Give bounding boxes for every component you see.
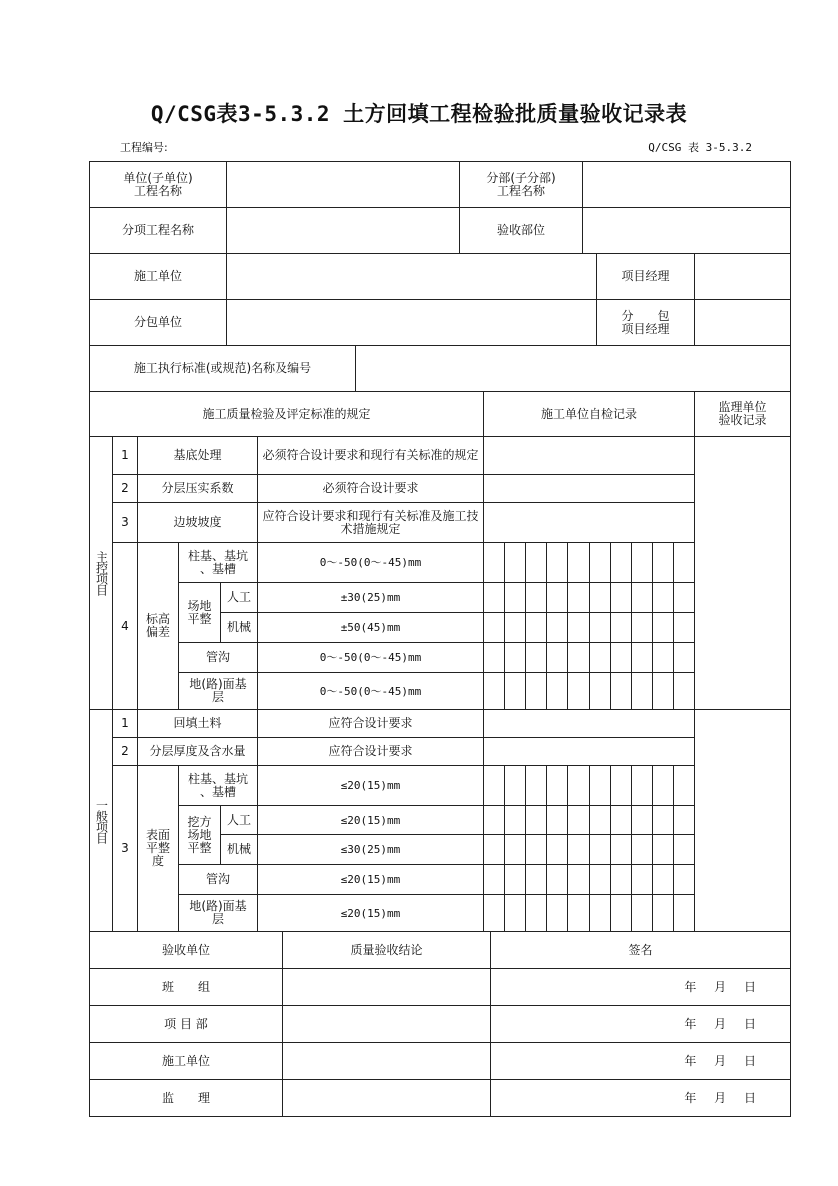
field-subcontract-unit[interactable] (226, 299, 597, 346)
general-check-cell[interactable] (589, 864, 611, 895)
general-check-cell[interactable] (504, 834, 526, 865)
general-check-cell[interactable] (610, 834, 632, 865)
general-check-cell[interactable] (567, 805, 590, 835)
main-control-sub-requirement-text: 0～-50(0～-45)mm (319, 684, 422, 698)
main-control-check-cell[interactable] (673, 612, 695, 643)
signoff-header-unit (89, 931, 283, 969)
form-title: Q/CSG表3-5.3.2 土方回填工程检验批质量验收记录表 (150, 102, 688, 126)
main-control-check-cell[interactable] (631, 542, 653, 583)
label-construction-unit-text: 施工单位 (133, 269, 182, 283)
main-control-check-cell[interactable] (673, 642, 695, 673)
main-control-self-check-record[interactable] (483, 474, 695, 503)
general-sub-requirement (257, 834, 484, 865)
main-control-check-cell[interactable] (504, 542, 526, 583)
general-check-cell[interactable] (546, 894, 568, 932)
label-standard (89, 345, 356, 392)
general-check-cell[interactable] (525, 805, 547, 835)
signoff-unit (89, 1005, 283, 1043)
main-control-check-cell[interactable] (483, 542, 505, 583)
field-unit-project[interactable] (226, 161, 460, 208)
general-sub-requirement-text: ≤20(15)mm (340, 873, 401, 886)
general-item-name-text: 分层厚度及含水量 (149, 744, 246, 758)
main-control-check-cell[interactable] (567, 642, 590, 673)
signoff-header-conclusion (282, 931, 491, 969)
general-category-label-text: 一般项目 (94, 798, 109, 843)
general-supervision-record[interactable] (694, 709, 791, 932)
main-control-check-cell[interactable] (483, 582, 505, 613)
main-control-check-cell[interactable] (610, 542, 632, 583)
main-control-sub-requirement (257, 672, 484, 710)
main-control-item-name-text: 基底处理 (173, 448, 222, 462)
general-item-requirement (257, 709, 484, 738)
signoff-signature-field[interactable] (490, 1005, 791, 1043)
main-control-check-cell[interactable] (673, 582, 695, 613)
main-control-check-cell[interactable] (652, 642, 674, 673)
general-check-cell[interactable] (483, 765, 505, 806)
general-sub-item-text: 人工 (226, 812, 251, 827)
general-check-cell[interactable] (652, 864, 674, 895)
general-sub-requirement (257, 765, 484, 806)
general-check-cell[interactable] (546, 834, 568, 865)
signoff-unit (89, 1079, 283, 1117)
general-check-cell[interactable] (504, 894, 526, 932)
field-acceptance-part[interactable] (582, 207, 791, 254)
main-control-check-cell[interactable] (483, 672, 505, 710)
main-control-item-requirement (257, 436, 484, 475)
general-check-cell[interactable] (525, 864, 547, 895)
main-control-check-cell[interactable] (589, 612, 611, 643)
main-control-check-cell[interactable] (525, 542, 547, 583)
general-check-cell[interactable] (483, 805, 505, 835)
main-control-item-requirement (257, 474, 484, 503)
signoff-unit-text: 班 组 (161, 979, 210, 994)
general-sub-item-text: 地(路)面基 层 (189, 899, 247, 926)
main-control-check-cell[interactable] (504, 612, 526, 643)
label-construction-unit (89, 253, 227, 300)
general-sub-requirement-text: ≤20(15)mm (340, 813, 401, 827)
general-check-cell[interactable] (567, 864, 590, 895)
main-control-check-cell[interactable] (631, 582, 653, 613)
general-check-cell[interactable] (567, 894, 590, 932)
main-control-item-requirement-text: 必须符合设计要求和现行有关标准的规定 (262, 448, 479, 462)
signoff-signature-field-text: 年 月 日 (684, 1090, 756, 1105)
main-control-check-cell[interactable] (652, 582, 674, 613)
field-sub-project[interactable] (582, 161, 791, 208)
general-check-cell[interactable] (483, 834, 505, 865)
main-control-self-check-record[interactable] (483, 502, 695, 543)
general-check-cell[interactable] (504, 864, 526, 895)
signoff-signature-field[interactable] (490, 968, 791, 1006)
signoff-conclusion-field[interactable] (282, 968, 491, 1006)
main-control-check-cell[interactable] (673, 542, 695, 583)
general-check-cell[interactable] (631, 765, 653, 806)
general-sub-requirement (257, 894, 484, 932)
main-control-check-cell[interactable] (652, 672, 674, 710)
main-control-item-no (112, 542, 138, 710)
main-control-check-cell[interactable] (546, 582, 568, 613)
main-control-item-name-text: 标高 偏差 (145, 612, 170, 639)
main-control-check-cell[interactable] (610, 642, 632, 673)
general-sub-item (178, 864, 258, 895)
general-item-no (112, 709, 138, 738)
main-control-check-cell[interactable] (567, 542, 590, 583)
general-check-cell[interactable] (504, 765, 526, 806)
signoff-header-conclusion-text: 质量验收结论 (350, 942, 423, 957)
general-check-cell[interactable] (483, 864, 505, 895)
form-code: Q/CSG 表 3-5.3.2 (648, 141, 752, 154)
signoff-signature-field-text: 年 月 日 (684, 979, 756, 994)
general-check-cell[interactable] (631, 864, 653, 895)
main-control-sub-item (178, 672, 258, 710)
project-number-label: 工程编号: (120, 141, 168, 154)
main-control-item-name (137, 474, 258, 503)
general-item-requirement-text: 应符合设计要求 (328, 744, 413, 758)
main-control-sub-requirement (257, 582, 484, 613)
main-control-check-cell[interactable] (631, 672, 653, 710)
main-control-item-no (112, 502, 138, 543)
main-control-check-cell[interactable] (631, 612, 653, 643)
general-check-cell[interactable] (673, 894, 695, 932)
main-control-check-cell[interactable] (525, 582, 547, 613)
signoff-signature-field-text: 年 月 日 (684, 1016, 756, 1031)
general-check-cell[interactable] (673, 834, 695, 865)
general-subgroup-text: 挖方 场地 平整 (187, 814, 212, 855)
field-standard[interactable] (355, 345, 791, 392)
main-control-check-cell[interactable] (567, 612, 590, 643)
main-control-item-name (137, 502, 258, 543)
general-item-no-text: 3 (121, 841, 129, 855)
general-check-cell[interactable] (525, 765, 547, 806)
general-item-no (112, 765, 138, 932)
signoff-header-signature (490, 931, 791, 969)
general-sub-item (178, 894, 258, 932)
main-control-sub-item (220, 582, 258, 613)
general-self-check-record[interactable] (483, 709, 695, 738)
general-check-cell[interactable] (652, 765, 674, 806)
general-item-name (137, 737, 258, 766)
main-control-check-cell[interactable] (589, 642, 611, 673)
general-check-cell[interactable] (589, 834, 611, 865)
column-supervision-text: 监理单位 验收记录 (718, 400, 767, 427)
general-sub-requirement-text: ≤20(15)mm (340, 906, 401, 920)
general-sub-item (220, 834, 258, 865)
main-control-sub-item-text: 地(路)面基 层 (189, 677, 247, 704)
signoff-unit (89, 1042, 283, 1080)
general-check-cell[interactable] (546, 864, 568, 895)
label-sub-project-text: 分部(子分部) 工程名称 (486, 170, 556, 198)
signoff-unit-text: 监 理 (161, 1090, 210, 1105)
label-item-project (89, 207, 227, 254)
main-control-supervision-record[interactable] (694, 436, 791, 710)
main-control-check-cell[interactable] (673, 672, 695, 710)
general-item-no (112, 737, 138, 766)
main-control-check-cell[interactable] (525, 642, 547, 673)
signoff-conclusion-field[interactable] (282, 1042, 491, 1080)
label-item-project-text: 分项工程名称 (121, 223, 194, 237)
signoff-conclusion-field[interactable] (282, 1005, 491, 1043)
general-sub-item-text: 机械 (226, 842, 251, 856)
main-control-item-no-text: 1 (121, 448, 129, 462)
main-control-check-cell[interactable] (525, 612, 547, 643)
main-control-check-cell[interactable] (610, 612, 632, 643)
main-control-sub-item (178, 642, 258, 673)
signoff-conclusion-field[interactable] (282, 1079, 491, 1117)
main-control-check-cell[interactable] (610, 582, 632, 613)
main-control-check-cell[interactable] (631, 642, 653, 673)
general-check-cell[interactable] (652, 894, 674, 932)
general-sub-requirement-text: ≤20(15)mm (340, 779, 401, 792)
main-control-check-cell[interactable] (567, 582, 590, 613)
label-unit-project (89, 161, 227, 208)
main-control-sub-requirement-text: ±30(25)mm (340, 591, 401, 604)
main-control-sub-requirement (257, 542, 484, 583)
general-check-cell[interactable] (673, 765, 695, 806)
label-unit-project-text: 单位(子单位) 工程名称 (123, 170, 193, 198)
general-check-cell[interactable] (525, 834, 547, 865)
main-control-sub-item (178, 542, 258, 583)
label-sub-project (459, 161, 583, 208)
signoff-signature-field[interactable] (490, 1079, 791, 1117)
main-control-check-cell[interactable] (504, 582, 526, 613)
main-control-item-name (137, 436, 258, 475)
general-check-cell[interactable] (525, 894, 547, 932)
column-supervision (694, 391, 791, 437)
general-check-cell[interactable] (546, 805, 568, 835)
general-item-name (137, 765, 179, 932)
general-check-cell[interactable] (546, 765, 568, 806)
main-control-item-requirement (257, 502, 484, 543)
main-control-sub-requirement-text: ±50(45)mm (340, 621, 401, 634)
main-control-item-no (112, 436, 138, 475)
column-self-check (483, 391, 695, 437)
general-check-cell[interactable] (652, 834, 674, 865)
main-control-check-cell[interactable] (546, 542, 568, 583)
main-control-check-cell[interactable] (652, 612, 674, 643)
main-control-item-no-text: 3 (121, 515, 129, 529)
main-control-check-cell[interactable] (610, 672, 632, 710)
general-item-requirement (257, 737, 484, 766)
main-control-item-requirement-text: 应符合设计要求和现行有关标准及施工技术措施规定 (262, 508, 479, 536)
general-check-cell[interactable] (631, 805, 653, 835)
general-check-cell[interactable] (589, 805, 611, 835)
column-spec-text: 施工质量检验及评定标准的规定 (202, 406, 371, 421)
general-sub-requirement-text: ≤30(25)mm (340, 843, 401, 856)
main-control-check-cell[interactable] (546, 642, 568, 673)
main-control-item-name-text: 边坡坡度 (173, 515, 222, 529)
general-check-cell[interactable] (610, 894, 632, 932)
signoff-unit-text: 施工单位 (161, 1053, 210, 1068)
main-control-check-cell[interactable] (567, 672, 590, 710)
main-control-sub-item-text: 人工 (226, 590, 251, 604)
main-control-check-cell[interactable] (525, 672, 547, 710)
main-control-sub-requirement (257, 612, 484, 643)
main-control-item-requirement-text: 必须符合设计要求 (322, 481, 419, 495)
general-check-cell[interactable] (631, 894, 653, 932)
main-control-sub-item-text: 柱基、基坑 、基槽 (187, 548, 248, 576)
general-check-cell[interactable] (610, 864, 632, 895)
field-construction-unit[interactable] (226, 253, 597, 300)
general-check-cell[interactable] (504, 805, 526, 835)
main-control-check-cell[interactable] (483, 612, 505, 643)
label-subcontract-unit-text: 分包单位 (133, 315, 182, 329)
label-project-manager (596, 253, 695, 300)
field-subcontract-manager[interactable] (694, 299, 791, 346)
main-control-item-no-text: 2 (121, 481, 129, 495)
main-control-item-no-text: 4 (121, 618, 129, 633)
general-subgroup (178, 805, 221, 865)
signoff-header-unit-text: 验收单位 (161, 942, 210, 957)
main-control-self-check-record[interactable] (483, 436, 695, 475)
label-subcontract-manager-text: 分 包 项目经理 (621, 308, 670, 336)
general-category-label (89, 709, 113, 932)
general-check-cell[interactable] (567, 834, 590, 865)
main-control-subgroup (178, 582, 221, 643)
main-control-item-no (112, 474, 138, 503)
general-sub-item-text: 管沟 (205, 872, 230, 886)
label-standard-text: 施工执行标准(或规范)名称及编号 (133, 361, 312, 375)
main-control-check-cell[interactable] (546, 612, 568, 643)
general-check-cell[interactable] (610, 765, 632, 806)
field-item-project[interactable] (226, 207, 460, 254)
general-check-cell[interactable] (673, 864, 695, 895)
signoff-header-signature-text: 签名 (628, 942, 653, 957)
main-control-category-label (89, 436, 113, 710)
general-item-requirement-text: 应符合设计要求 (328, 716, 413, 730)
field-project-manager[interactable] (694, 253, 791, 300)
main-control-sub-item-text: 管沟 (205, 650, 230, 664)
general-check-cell[interactable] (610, 805, 632, 835)
label-acceptance-part (459, 207, 583, 254)
main-control-sub-item-text: 机械 (226, 620, 251, 634)
general-check-cell[interactable] (631, 834, 653, 865)
main-control-item-name (137, 542, 179, 710)
label-acceptance-part-text: 验收部位 (496, 223, 545, 237)
general-item-no-text: 1 (121, 716, 129, 730)
main-control-sub-item (220, 612, 258, 643)
main-control-check-cell[interactable] (504, 672, 526, 710)
label-subcontract-unit (89, 299, 227, 346)
main-control-item-name-text: 分层压实系数 (161, 481, 234, 495)
general-check-cell[interactable] (483, 894, 505, 932)
general-sub-item (178, 765, 258, 806)
main-control-sub-requirement-text: 0～-50(0～-45)mm (319, 651, 422, 664)
general-check-cell[interactable] (673, 805, 695, 835)
general-item-no-text: 2 (121, 744, 129, 758)
general-sub-requirement (257, 805, 484, 835)
general-item-name-text: 表面 平整 度 (145, 828, 170, 868)
main-control-subgroup-text: 场地 平整 (187, 598, 212, 626)
main-control-check-cell[interactable] (483, 642, 505, 673)
main-control-check-cell[interactable] (652, 542, 674, 583)
label-project-manager-text: 项目经理 (621, 269, 670, 283)
general-self-check-record[interactable] (483, 737, 695, 766)
signoff-signature-field[interactable] (490, 1042, 791, 1080)
signoff-signature-field-text: 年 月 日 (684, 1053, 756, 1068)
main-control-sub-requirement (257, 642, 484, 673)
main-control-check-cell[interactable] (504, 642, 526, 673)
signoff-unit (89, 968, 283, 1006)
column-spec (89, 391, 484, 437)
main-control-check-cell[interactable] (589, 672, 611, 710)
main-control-check-cell[interactable] (546, 672, 568, 710)
general-check-cell[interactable] (567, 765, 590, 806)
signoff-unit-text: 项 目 部 (164, 1016, 208, 1031)
general-sub-item (220, 805, 258, 835)
main-control-category-label-text: 主控项目 (94, 551, 109, 595)
label-subcontract-manager (596, 299, 695, 346)
column-self-check-text: 施工单位自检记录 (540, 406, 637, 421)
general-sub-item-text: 柱基、基坑 、基槽 (187, 771, 248, 799)
main-control-check-cell[interactable] (589, 542, 611, 583)
main-control-sub-requirement-text: 0～-50(0～-45)mm (319, 556, 422, 569)
general-item-name (137, 709, 258, 738)
general-check-cell[interactable] (652, 805, 674, 835)
general-item-name-text: 回填土料 (173, 716, 222, 730)
general-check-cell[interactable] (589, 765, 611, 806)
general-sub-requirement (257, 864, 484, 895)
general-check-cell[interactable] (589, 894, 611, 932)
main-control-check-cell[interactable] (589, 582, 611, 613)
